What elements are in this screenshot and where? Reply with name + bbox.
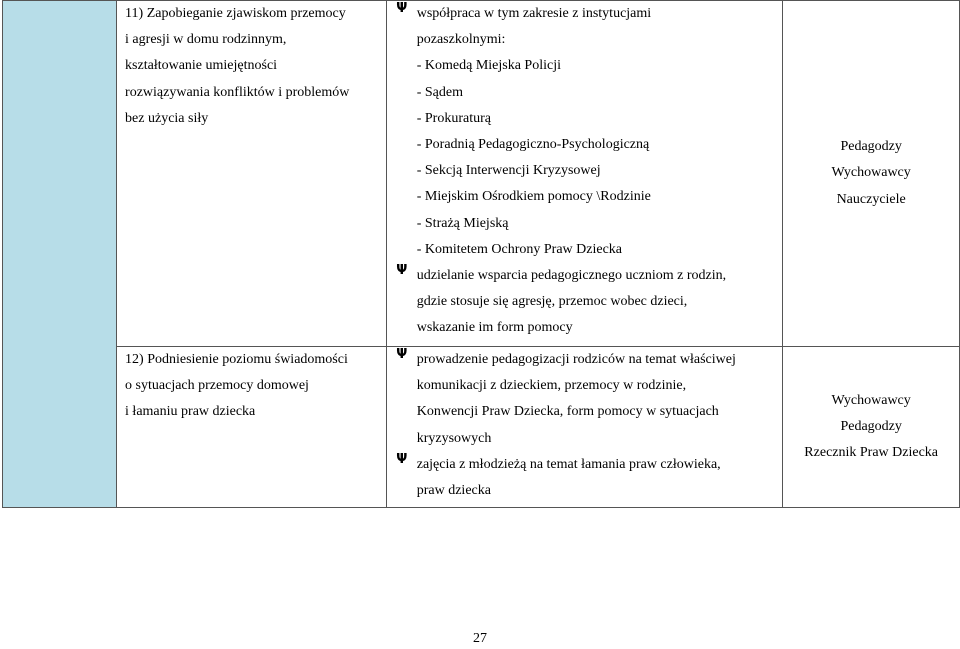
goal-cell-11 [117, 1, 387, 347]
institution-item: - Komedą Miejska Policji [416, 58, 561, 74]
goal-line: i łamaniu praw dziecka [125, 404, 256, 420]
table-row [3, 347, 960, 508]
institution-item: - Miejskim Ośrodkiem pomocy \Rodzinie [416, 189, 651, 205]
goal-line: o sytuacjach przemocy domowej [125, 378, 309, 394]
institution-item: - Komitetem Ochrony Praw Dziecka [416, 241, 622, 257]
institution-item: - Sądem [416, 84, 463, 100]
responsible-role: Wychowawcy [831, 392, 911, 408]
institution-item: - Prokuraturą [416, 110, 491, 126]
goal-line: 11) Zapobieganie zjawiskom przemocy [125, 6, 346, 21]
task-line: wskazanie im form pomocy [416, 320, 573, 336]
goal-line: rozwiązywania konfliktów i problemów [125, 84, 350, 100]
bullet-icon: Ψ [396, 1, 408, 16]
bullet-icon: Ψ [396, 263, 408, 279]
task-line: prowadzenie pedagogizacji rodziców na temat właściwej [416, 352, 736, 367]
responsible-role: Wychowawcy [831, 165, 911, 181]
goal-line: i agresji w domu rodzinnym, [125, 32, 287, 48]
institution-item: - Strażą Miejską [416, 215, 509, 231]
table-row [3, 1, 960, 347]
responsible-role: Pedagodzy [840, 418, 902, 434]
task-bullet [395, 263, 783, 342]
bullet-icon: Ψ [396, 451, 408, 467]
tasks-cell-12 [386, 347, 783, 508]
task-bullet [395, 452, 783, 504]
task-line: komunikacji z dzieckiem, przemocy w rodzinie, [416, 378, 687, 394]
task-line: zajęcia z młodzieżą na temat łamania praw człowieka, [416, 456, 721, 472]
tasks-cell-11 [386, 1, 783, 347]
task-line: pozaszkolnymi: [416, 32, 506, 48]
responsible-role: Pedagodzy [840, 139, 902, 155]
task-line: Konwencji Praw Dziecka, form pomocy w sytuacjach [416, 404, 719, 420]
goal-line: kształtowanie umiejętności [125, 58, 278, 74]
task-bullet [395, 1, 783, 263]
task-line: współpraca w tym zakresie z instytucjami [416, 6, 652, 21]
education-plan-table [2, 0, 960, 508]
side-color-band [3, 1, 117, 508]
institution-item: - Poradnią Pedagogiczno-Psychologiczną [416, 137, 650, 153]
task-line: udzielanie wsparcia pedagogicznego uczniom z rodzin, [416, 268, 727, 284]
page-number: 27 [473, 631, 487, 646]
goal-line: bez użycia siły [125, 110, 209, 126]
task-bullet [395, 347, 783, 452]
goal-cell-12 [117, 347, 387, 508]
responsible-cell-11 [783, 1, 960, 347]
responsible-role: Nauczyciele [836, 191, 906, 207]
responsible-role: Rzecznik Praw Dziecka [804, 445, 939, 461]
task-line: gdzie stosuje się agresję, przemoc wobec dzieci, [416, 294, 688, 310]
task-line: praw dziecka [416, 483, 491, 499]
task-line: kryzysowych [416, 430, 492, 446]
institution-item: - Sekcją Interwencji Kryzysowej [416, 163, 601, 179]
responsible-cell-12 [783, 347, 960, 508]
bullet-icon: Ψ [396, 347, 408, 362]
goal-line: 12) Podniesienie poziomu świadomości [125, 352, 348, 367]
